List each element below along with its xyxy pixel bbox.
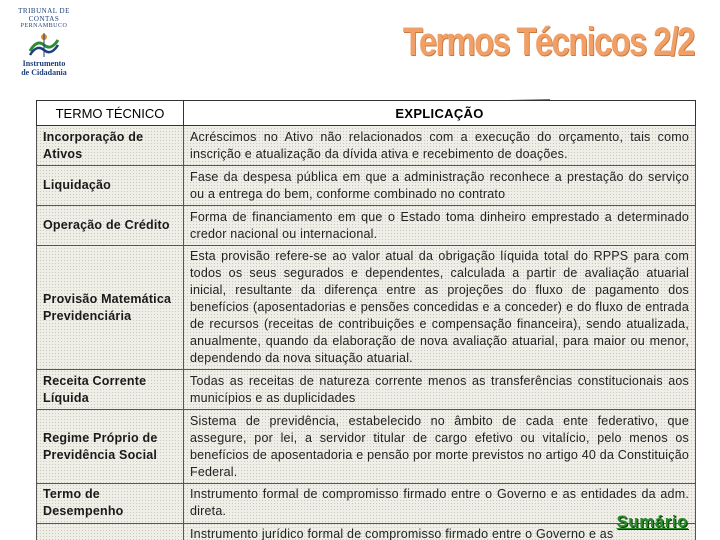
table-row xyxy=(37,126,696,166)
term-cell: Provisão Matemática Previdenciária xyxy=(37,246,184,370)
table-row xyxy=(37,410,696,484)
terms-table xyxy=(36,100,696,540)
explanation-cell: Instrumento jurídico formal de compromisso firmado entre o Governo e as xyxy=(184,524,696,540)
explanation-cell: Fase da despesa pública em que a administração reconhece a prestação do serviço ou a entrega do bem, conforme combinado no contrato xyxy=(184,166,696,206)
page-title: Termos Técnicos 2/2 xyxy=(403,20,694,64)
table-row xyxy=(37,246,696,370)
flag-emblem-icon xyxy=(27,31,61,59)
table-row xyxy=(37,166,696,206)
term-cell: Incorporação de Ativos xyxy=(37,126,184,166)
term-cell: Termo de Desempenho xyxy=(37,484,184,524)
term-cell: Regime Próprio de Previdência Social xyxy=(37,410,184,484)
terms-table-container xyxy=(36,100,696,540)
term-cell: Receita Corrente Líquida xyxy=(37,370,184,410)
table-row xyxy=(37,206,696,246)
term-cell: Operação de Crédito xyxy=(37,206,184,246)
table-row xyxy=(37,370,696,410)
table-header-row xyxy=(37,101,696,126)
explanation-cell: Sistema de previdência, estabelecido no âmbito de cada ente federativo, que assegure, por lei, a servidor titular de cargo efetivo ou vitalício, pelo menos os benefícios de aposentadoria e pensão por morte previstos no artigo 40 da Constituição Federal. xyxy=(184,410,696,484)
explanation-cell: Todas as receitas de natureza corrente menos as transferências constitucionais aos municípios e as duplicidades xyxy=(184,370,696,410)
logo-org-line2: PERNAMBUCO xyxy=(20,23,68,29)
explanation-cell: Acréscimos no Ativo não relacionados com a execução do orçamento, tais como inscrição e atualização da dívida ativa e recebimento de doações. xyxy=(184,126,696,166)
header-explanation: EXPLICAÇÃO xyxy=(184,101,696,126)
table-row xyxy=(37,524,696,540)
term-cell: Liquidação xyxy=(37,166,184,206)
header-term: TERMO TÉCNICO xyxy=(37,101,184,126)
sumario-link[interactable]: Sumário xyxy=(616,512,688,531)
logo-citizen-line2: de Cidadania xyxy=(21,68,67,77)
logo-org-line1: TRIBUNAL DE CONTAS xyxy=(18,7,70,23)
tce-logo xyxy=(4,4,84,78)
logo-citizen-line1: Instrumento xyxy=(22,59,66,68)
term-cell xyxy=(37,524,184,540)
table-row xyxy=(37,484,696,524)
explanation-cell: Forma de financiamento em que o Estado toma dinheiro emprestado a determinado credor nacional ou internacional. xyxy=(184,206,696,246)
explanation-cell: Instrumento formal de compromisso firmado entre o Governo e as entidades da adm. direta. xyxy=(184,484,696,524)
explanation-cell: Esta provisão refere-se ao valor atual da obrigação líquida total do RPPS para com todos os seus segurados e dependentes, calculada a partir de avaliação atuarial inicial, resultante da diferença entre as projeções do fluxo de pagamento dos benefícios (aposentadorias e pensões concedidas e a conceder) e do fluxo de entrada de recursos (receitas de contribuições e compensação financeira), sendo atualizada, anualmente, quando da elaboração de nova avaliação atuarial, para maior ou menor, dependendo da nova situação atuarial. xyxy=(184,246,696,370)
